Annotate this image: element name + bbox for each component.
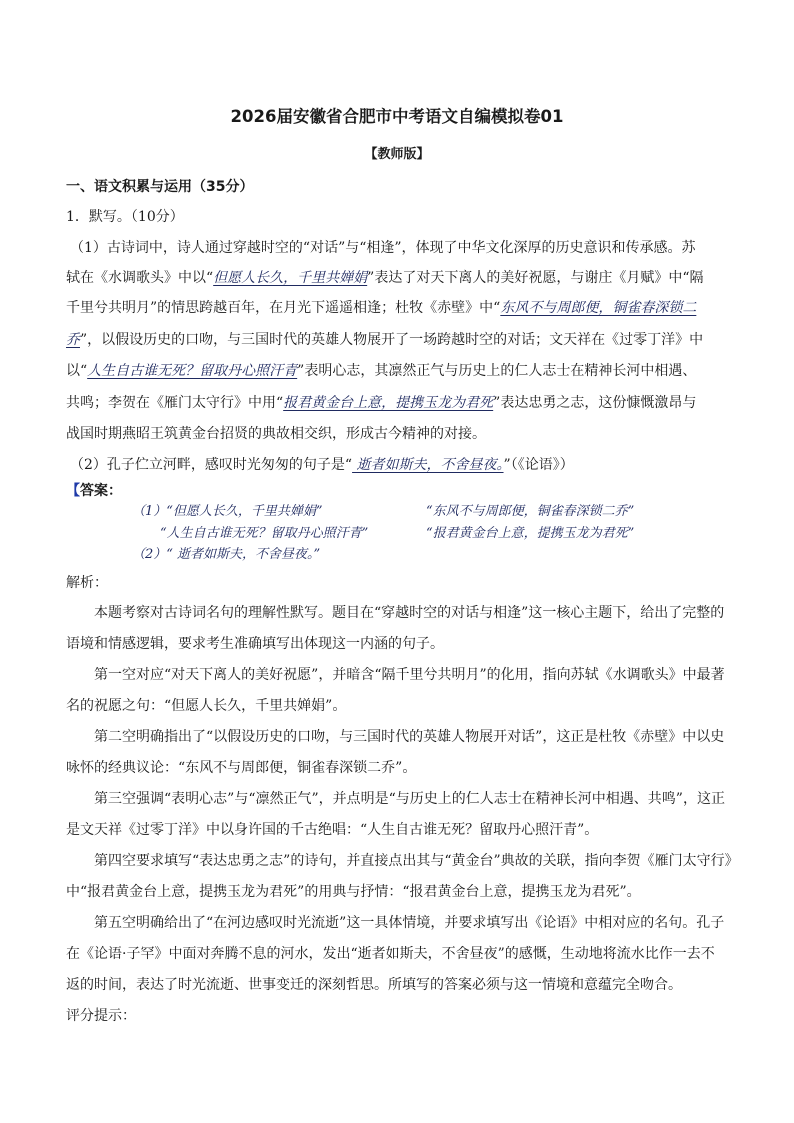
scoring-label: 评分提示： (66, 1008, 136, 1024)
analysis-label: 解析： (66, 575, 108, 591)
text: ”（《论语》） (503, 457, 574, 473)
answer-blank: 乔 (66, 332, 80, 348)
analysis-line: 中“报君黄金台上意，提携玉龙为君死”的用典与抒情：“报君黄金台上意，提携玉龙为君死”。 (66, 884, 641, 900)
analysis-line: 在《论语·子罕》中面对奔腾不息的河水，发出“逝者如斯夫，不舍昼夜”的感慨，生动地将流水比作一去不 (66, 946, 715, 962)
text: 答案 (80, 483, 108, 499)
edition-label: 【教师版】 (364, 147, 430, 162)
doc-title: 2026届安徽省合肥市中考语文自编模拟卷01 (230, 107, 564, 126)
text: （2）孔子伫立河畔，感叹时光匆匆的句子是“ (70, 457, 353, 473)
analysis-line: 第二空明确指出了“以假设历史的口吻，与三国时代的英雄人物展开对话”，这正是杜牧《赤壁》中以史 (94, 729, 725, 745)
text: 千里兮共明月”的情思跨越百年，在月光下遥遥相逢；杜牧《赤壁》中“ (66, 300, 501, 316)
question-1: 1．默写。（10分） (66, 209, 184, 225)
answer-blank: 人生自古谁无死？留取丹心照汗青 (87, 363, 298, 379)
answer-blank: 报君黄金台上意，提携玉龙为君死 (283, 395, 494, 411)
text: ”表明心志，其凛然正气与历史上的仁人志士在精神长河中相遇、 (297, 363, 697, 379)
answer-blank: 逝者如斯夫，不舍昼夜。 (352, 457, 504, 473)
text: 轼在《水调歌头》中以“ (66, 270, 214, 286)
passage-line (66, 269, 704, 287)
passage-line: （1）古诗词中，诗人通过穿越时空的“对话”与“相逢”，体现了中华文化深厚的历史意识和传承感。苏 (70, 240, 696, 256)
answer-blank: 但愿人长久，千里共婵娟 (213, 270, 368, 286)
text: 共鸣；李贺在《雁门太守行》中用“ (66, 395, 284, 411)
question-part-2 (70, 456, 574, 474)
answer-item: “人生自古谁无死？留取丹心照汗青” (160, 526, 369, 541)
answer-item: （2）“ 逝者如斯夫，不舍昼夜。” (132, 547, 321, 562)
analysis-line: 第一空对应“对天下离人的美好祝愿”，并暗含“隔千里兮共明月”的化用，指向苏轼《水调歌头》中最著 (94, 667, 725, 683)
analysis-line: 名的祝愿之句：“但愿人长久，千里共婵娟”。 (66, 698, 347, 714)
text: 以“ (66, 363, 88, 379)
text: ： (108, 483, 122, 499)
analysis-line: 第四空要求填写“表达忠勇之志”的诗句，并直接点出其与“黄金台”典故的关联，指向李贺《雁门太守行》 (94, 853, 739, 869)
answer-label (66, 482, 122, 500)
passage-line (66, 394, 696, 412)
answer-item: （1）“但愿人长久，千里共婵娟” (132, 504, 323, 519)
analysis-line: 返的时间，表达了时光流逝、世事变迁的深刻哲思。所填写的答案必须与这一情境和意蕴完全吻合。 (66, 977, 682, 993)
passage-line (66, 331, 703, 349)
text: ”，以假设历史的口吻，与三国时代的英雄人物展开了一场跨越时空的对话；文天祥在《过零丁洋》中 (80, 332, 704, 348)
passage-line (66, 362, 696, 380)
passage-line (66, 299, 696, 317)
analysis-line: 第五空明确给出了“在河边感叹时光流逝”这一具体情境，并要求填写出《论语》中相对应的名句。孔子 (94, 915, 725, 931)
bracket: 【 (66, 483, 80, 499)
analysis-line: 第三空强调“表明心志”与“凛然正气”，并点明是“与历史上的仁人志士在精神长河中相遇、共鸣”，这正 (94, 791, 725, 807)
analysis-line: 咏怀的经典议论：“东风不与周郎便，铜雀春深锁二乔”。 (66, 760, 417, 776)
text: ”表达忠勇之志，这份慷慨激昂与 (493, 395, 697, 411)
answer-item: “报君黄金台上意，提携玉龙为君死” (426, 526, 635, 541)
answer-item: “东风不与周郎便，铜雀春深锁二乔” (426, 504, 635, 519)
analysis-line: 本题考察对古诗词名句的理解性默写。题目在“穿越时空的对话与相逢”这一核心主题下，给出了完整的 (94, 605, 725, 621)
analysis-line: 语境和情感逻辑，要求考生准确填写出体现这一内涵的句子。 (66, 636, 444, 652)
answer-blank: 东风不与周郎便，铜雀春深锁二 (500, 300, 697, 316)
section-heading: 一、语文积累与运用（35分） (66, 179, 254, 195)
passage-line: 战国时期燕昭王筑黄金台招贤的典故相交织，形成古今精神的对接。 (66, 426, 486, 442)
analysis-line: 是文天祥《过零丁洋》中以身许国的千古绝唱：“人生自古谁无死？留取丹心照汗青”。 (66, 822, 599, 838)
text: ”表达了对天下离人的美好祝愿，与谢庄《月赋》中“隔 (367, 270, 704, 286)
